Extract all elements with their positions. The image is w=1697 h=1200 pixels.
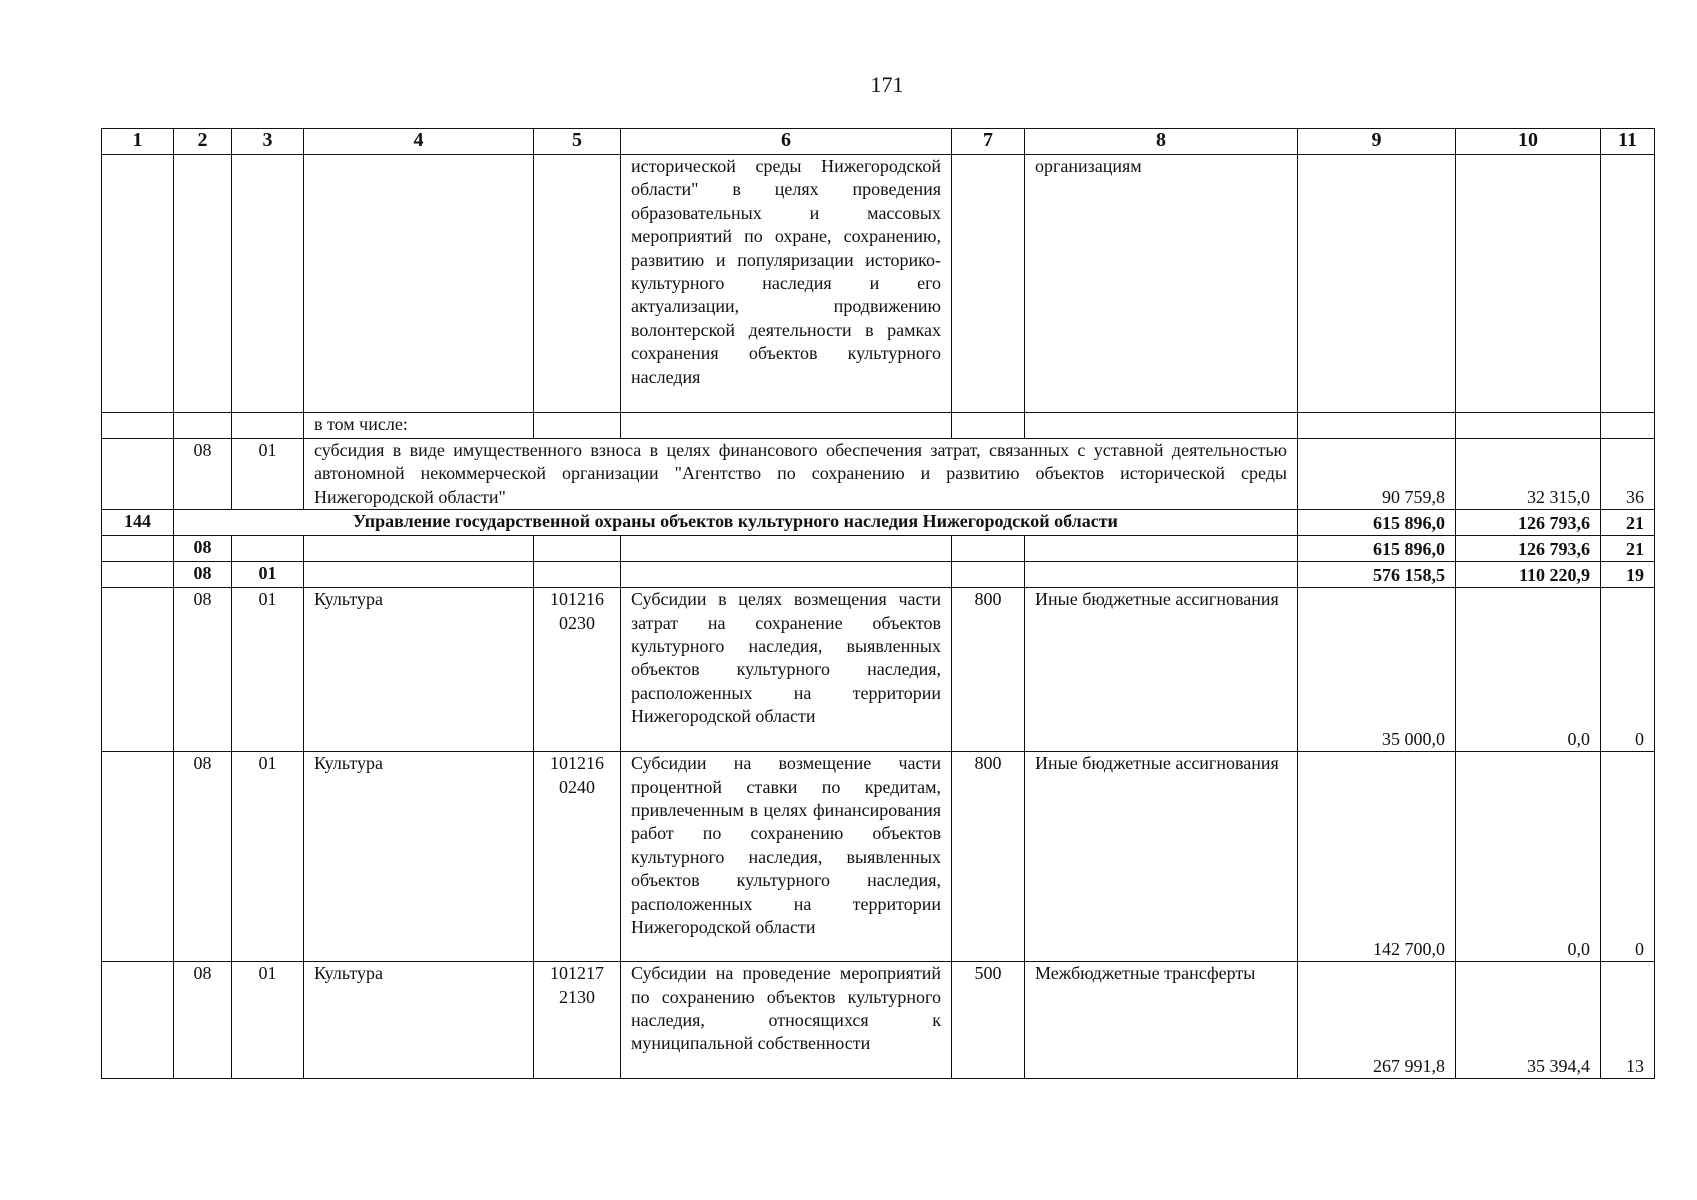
col-header-5: 5 [534, 129, 621, 155]
table-row-section-0801 [102, 562, 1655, 588]
purpose-text: Субсидии на возмещение части процентной ставки по кредитам, привлеченным в целях финансирования работ по сохранению объектов культурного наследия, выявленных объектов культурного наследия, расположенных на территории Нижегородской области [621, 752, 952, 962]
amount-actual: 0,0 [1456, 752, 1601, 962]
department-code: 144 [102, 510, 174, 536]
expense-type-code: 800 [952, 752, 1025, 962]
section-code: 08 [174, 562, 232, 588]
amount-planned: 35 000,0 [1298, 588, 1456, 752]
col-header-10: 10 [1456, 129, 1601, 155]
percent-done: 13 [1601, 962, 1655, 1079]
amount-actual: 0,0 [1456, 588, 1601, 752]
table-row [102, 588, 1655, 752]
amount-planned: 576 158,5 [1298, 562, 1456, 588]
target-article-code: 101216 0240 [534, 752, 621, 962]
col-header-1: 1 [102, 129, 174, 155]
purpose-text: исторической среды Нижегородской области" в целях проведения образовательных и массовых мероприятий по охране, сохранению, развитию и популяризации историко-культурного наследия и его актуализации, продвижению волонтерской деятельности в рамках сохранения объектов культурного наследия [621, 155, 952, 413]
amount-planned: 615 896,0 [1298, 536, 1456, 562]
col-header-9: 9 [1298, 129, 1456, 155]
table-row-subsidy [102, 439, 1655, 510]
amount-actual: 126 793,6 [1456, 510, 1601, 536]
department-title: Управление государственной охраны объектов культурного наследия Нижегородской области [174, 510, 1298, 536]
col-header-8: 8 [1025, 129, 1298, 155]
table-row [102, 962, 1655, 1079]
section-code: 08 [174, 752, 232, 962]
section-code: 08 [174, 962, 232, 1079]
purpose-text: Субсидии на проведение мероприятий по сохранению объектов культурного наследия, относящихся к муниципальной собственности [621, 962, 952, 1079]
section-name: Культура [304, 588, 534, 752]
expense-type: организациям [1025, 155, 1298, 413]
including-label: в том числе: [304, 413, 534, 439]
amount-actual: 110 220,9 [1456, 562, 1601, 588]
budget-table [101, 128, 1655, 1079]
expense-type: Иные бюджетные ассигнования [1025, 588, 1298, 752]
amount-planned: 90 759,8 [1298, 439, 1456, 510]
subsection-code: 01 [232, 752, 304, 962]
table-row-section-08 [102, 536, 1655, 562]
table-row-department [102, 510, 1655, 536]
amount-actual: 35 394,4 [1456, 962, 1601, 1079]
percent-done: 19 [1601, 562, 1655, 588]
expense-type: Межбюджетные трансферты [1025, 962, 1298, 1079]
col-header-11: 11 [1601, 129, 1655, 155]
percent-done: 0 [1601, 752, 1655, 962]
purpose-text: Субсидии в целях возмещения части затрат на сохранение объектов культурного наследия, выявленных объектов культурного наследия, расположенных на территории Нижегородской области [621, 588, 952, 752]
section-code: 08 [174, 536, 232, 562]
header-row [102, 129, 1655, 155]
col-header-6: 6 [621, 129, 952, 155]
section-name: Культура [304, 752, 534, 962]
section-code: 08 [174, 439, 232, 510]
target-article-code: 101216 0230 [534, 588, 621, 752]
col-header-7: 7 [952, 129, 1025, 155]
table-row [102, 752, 1655, 962]
amount-actual: 32 315,0 [1456, 439, 1601, 510]
table-row-continuation [102, 155, 1655, 413]
subsection-code: 01 [232, 588, 304, 752]
expense-type-code: 800 [952, 588, 1025, 752]
percent-done: 21 [1601, 510, 1655, 536]
amount-planned: 142 700,0 [1298, 752, 1456, 962]
amount-actual: 126 793,6 [1456, 536, 1601, 562]
page-number: 171 [870, 72, 904, 97]
col-header-4: 4 [304, 129, 534, 155]
amount-planned: 267 991,8 [1298, 962, 1456, 1079]
table-row-including [102, 413, 1655, 439]
subsection-code: 01 [232, 562, 304, 588]
col-header-3: 3 [232, 129, 304, 155]
percent-done: 0 [1601, 588, 1655, 752]
percent-done: 21 [1601, 536, 1655, 562]
target-article-code: 101217 2130 [534, 962, 621, 1079]
expense-type-code: 500 [952, 962, 1025, 1079]
expense-type: Иные бюджетные ассигнования [1025, 752, 1298, 962]
amount-planned: 615 896,0 [1298, 510, 1456, 536]
col-header-2: 2 [174, 129, 232, 155]
subsidy-description: субсидия в виде имущественного взноса в целях финансового обеспечения затрат, связанных с уставной деятельностью автономной некоммерческой организации "Агентство по сохранению и развитию объектов исторической среды Нижегородской области" [304, 439, 1298, 510]
subsection-code: 01 [232, 439, 304, 510]
percent-done: 36 [1601, 439, 1655, 510]
section-code: 08 [174, 588, 232, 752]
subsection-code: 01 [232, 962, 304, 1079]
section-name: Культура [304, 962, 534, 1079]
